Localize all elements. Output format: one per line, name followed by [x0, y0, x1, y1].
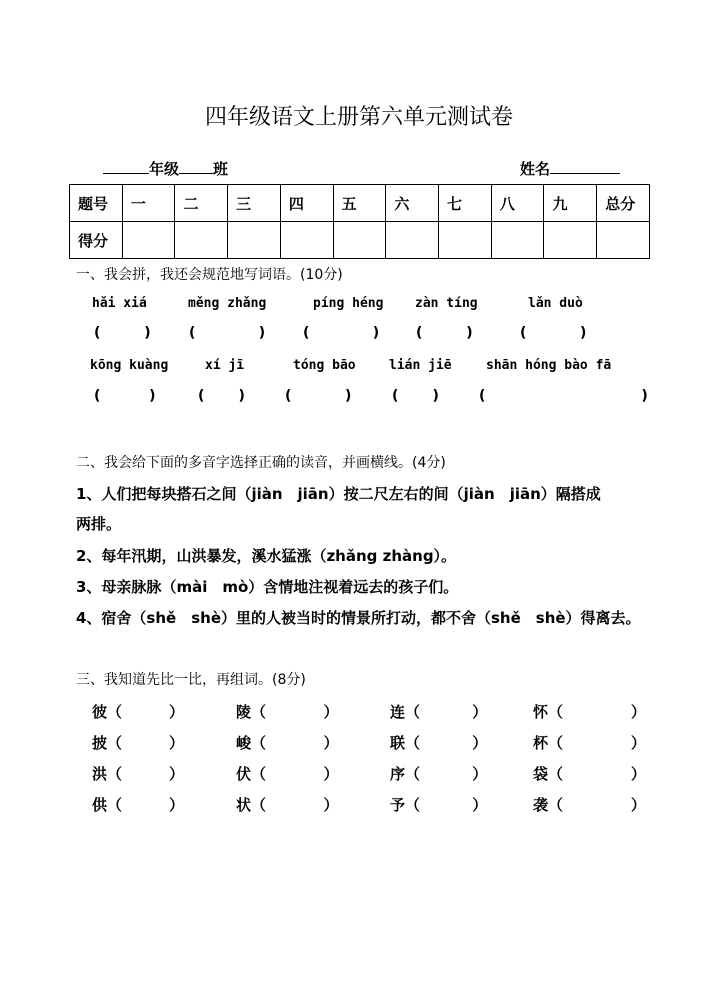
compare-char: 状 [236, 796, 252, 814]
score-header-cell: 一 [122, 185, 175, 222]
compare-item[interactable]: 袭（ ） [533, 796, 646, 814]
compare-item[interactable]: 袋（ ） [533, 765, 646, 783]
score-header-cell: 七 [439, 185, 492, 222]
compare-char: 供 [92, 796, 108, 814]
answer-blank[interactable]: ( ) [416, 325, 473, 341]
question-2-1-continued: 两排。 [76, 515, 122, 533]
section1-title: 一、我会拼，我还会规范地写词语。(10分) [76, 267, 343, 283]
compare-char: 联 [390, 734, 406, 752]
compare-char: 披 [92, 734, 108, 752]
pinyin-item: lǎn duò [528, 296, 583, 311]
compare-item[interactable]: 予（ ） [390, 796, 488, 814]
page-title: 四年级语文上册第六单元测试卷 [204, 105, 513, 130]
score-row-label: 得分 [70, 222, 123, 259]
score-header-cell: 五 [333, 185, 386, 222]
score-cell[interactable] [439, 222, 492, 259]
pinyin-item: xí jī [205, 358, 245, 373]
score-header-cell: 二 [175, 185, 228, 222]
pinyin-item: lián jiē [389, 358, 452, 373]
compare-char: 伏 [236, 765, 252, 783]
compare-char: 陵 [236, 703, 252, 721]
compare-item[interactable]: 披（ ） [92, 734, 185, 752]
score-cell[interactable] [491, 222, 544, 259]
compare-char: 袭 [533, 796, 549, 814]
compare-item[interactable]: 怀（ ） [533, 703, 646, 721]
question-2-1: 1、人们把每块搭石之间（jiàn jiān）按二尺左右的间（jiàn jiān）隔搭成 [76, 485, 601, 503]
pinyin-item: kōng kuàng [90, 358, 169, 373]
score-header-cell: 九 [544, 185, 597, 222]
compare-char: 峻 [236, 734, 252, 752]
score-header-cell: 题号 [70, 185, 123, 222]
compare-char: 连 [390, 703, 406, 721]
compare-char: 彼 [92, 703, 108, 721]
score-table [69, 184, 650, 259]
answer-blank[interactable]: ( ) [198, 388, 245, 404]
answer-blank[interactable]: ( ) [479, 388, 648, 404]
name-label: 姓名 [520, 160, 551, 178]
pinyin-item: píng héng [313, 296, 384, 311]
compare-item[interactable]: 伏（ ） [236, 765, 339, 783]
answer-blank[interactable]: ( ) [392, 388, 439, 404]
score-cell[interactable] [280, 222, 333, 259]
score-header-cell: 六 [386, 185, 439, 222]
compare-char: 序 [390, 765, 406, 783]
score-cell[interactable] [333, 222, 386, 259]
compare-item[interactable]: 陵（ ） [236, 703, 339, 721]
pinyin-item: hǎi xiá [92, 296, 147, 311]
grade-class-line [103, 158, 228, 179]
compare-char: 袋 [533, 765, 549, 783]
score-table-header-row [70, 185, 650, 222]
section3-title: 三、我知道先比一比，再组词。(8分) [76, 672, 306, 688]
score-table-score-row [70, 222, 650, 259]
class-blank[interactable] [179, 159, 213, 174]
score-cell[interactable] [122, 222, 175, 259]
compare-char: 洪 [92, 765, 108, 783]
grade-blank[interactable] [103, 159, 149, 174]
score-header-cell: 四 [280, 185, 333, 222]
class-label: 班 [213, 160, 229, 178]
compare-item[interactable]: 连（ ） [390, 703, 488, 721]
score-cell[interactable] [175, 222, 228, 259]
answer-blank[interactable]: ( ) [189, 325, 266, 341]
compare-item[interactable]: 彼（ ） [92, 703, 185, 721]
question-2-4: 4、宿舍（shě shè）里的人被当时的情景所打动，都不舍（shě shè）得离去。 [76, 609, 641, 627]
score-header-cell: 总分 [597, 185, 650, 222]
name-line [520, 158, 620, 179]
compare-item[interactable]: 峻（ ） [236, 734, 339, 752]
compare-item[interactable]: 联（ ） [390, 734, 488, 752]
score-cell[interactable] [386, 222, 439, 259]
score-header-cell: 三 [228, 185, 281, 222]
score-cell[interactable] [597, 222, 650, 259]
section2-title: 二、我会给下面的多音字选择正确的读音，并画横线。(4分) [76, 455, 446, 471]
question-2-3: 3、母亲脉脉（mài mò）含情地注视着远去的孩子们。 [76, 578, 459, 596]
pinyin-item: měng zhǎng [188, 296, 267, 311]
score-header-cell: 八 [491, 185, 544, 222]
name-blank[interactable] [550, 159, 620, 174]
compare-char: 杯 [533, 734, 549, 752]
score-cell[interactable] [544, 222, 597, 259]
compare-item[interactable]: 杯（ ） [533, 734, 646, 752]
answer-blank[interactable]: ( ) [520, 325, 587, 341]
compare-char: 怀 [533, 703, 549, 721]
pinyin-item: zàn tíng [415, 296, 478, 311]
score-cell[interactable] [228, 222, 281, 259]
answer-blank[interactable]: ( ) [303, 325, 380, 341]
answer-blank[interactable]: ( ) [94, 325, 151, 341]
compare-item[interactable]: 洪（ ） [92, 765, 185, 783]
pinyin-item: tóng bāo [293, 358, 356, 373]
answer-blank[interactable]: ( ) [94, 388, 156, 404]
compare-item[interactable]: 序（ ） [390, 765, 488, 783]
compare-char: 予 [390, 796, 406, 814]
answer-blank[interactable]: ( ) [285, 388, 352, 404]
compare-item[interactable]: 供（ ） [92, 796, 185, 814]
compare-item[interactable]: 状（ ） [236, 796, 339, 814]
pinyin-item: shān hóng bào fā [486, 358, 612, 373]
grade-label: 年级 [149, 160, 180, 178]
question-2-2: 2、每年汛期，山洪暴发，溪水猛涨（zhǎng zhàng）。 [76, 547, 457, 565]
